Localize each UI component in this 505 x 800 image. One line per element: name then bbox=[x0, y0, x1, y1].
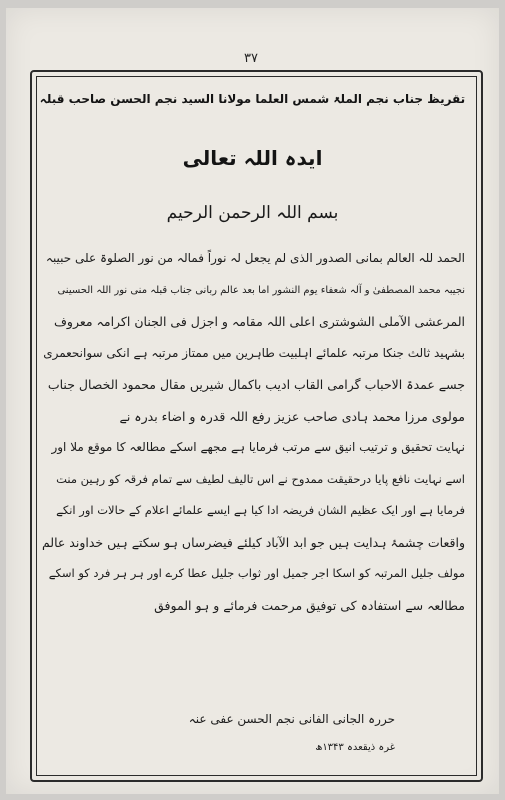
signature: حررہ الجانی الفانی نجم الحسن عفی عنہ bbox=[188, 712, 395, 726]
body-line: الحمد للہ العالم بمانی الصدور الذی لم یجعل لہ نوراً فمالہ من نور الصلوۃ علی حبیبہ bbox=[45, 251, 465, 265]
page-title: تقریظ جناب نجم الملۃ شمس العلما مولانا السید نجم الحسن صاحب قبلہ bbox=[39, 92, 466, 106]
body-line: المرعشی الآملی الشوشتری اعلی اللہ مقامہ و اجزل فی الجنان اکرامہ معروف bbox=[53, 314, 465, 329]
body-line: مولف جلیل المرتبہ کو اسکا اجر جمیل اور ثواب جلیل عطا کرے اور ہر ہر فرد کو اسکے bbox=[48, 566, 465, 580]
body-line: نجیبہ محمد المصطفیٰ و آلہ شعفاء یوم النشور اما بعد عالم ربانی جناب قبلہ منی نور اللہ الحسینی bbox=[57, 284, 465, 296]
body-line: واقعات چشمۂ ہدایت ہیں جو ابد الآباد کیلئے فیضرساں ہو سکتے ہیں خداوند عالم bbox=[41, 534, 465, 550]
body-line: نہایت تحقیق و ترتیب انیق سے مرتب فرمایا ہے مجھے اسکے مطالعہ کا موقع ملا اور bbox=[51, 440, 465, 454]
page-number: ۳۷ bbox=[226, 48, 276, 70]
body-line: مطالعہ سے استفادہ کی توفیق مرحمت فرمائے و ہو الموفق bbox=[154, 597, 465, 613]
body-text bbox=[40, 243, 465, 621]
signature-date: غرہ ذیقعدہ ۱۳۴۳ھ bbox=[315, 742, 395, 753]
page-subtitle: ایدہ اللہ تعالی bbox=[182, 146, 323, 170]
body-line: اسے نہایت نافع پایا درحقیقت ممدوح نے اس تالیف لطیف سے تمام فرقہ کو رہین منت bbox=[56, 471, 465, 486]
body-line: بشہید ثالث جنکا مرتبہ علمائے اہلبیت طاہرین میں ممتاز مرتبہ ہے انکی سوانحعمری bbox=[43, 345, 465, 360]
body-line: فرمایا ہے اور ایک عظیم الشان فریضہ ادا کیا ہے ایسے علمائے اعلام کے حالات اور انکے bbox=[56, 503, 465, 517]
basmala-heading: بسم اللہ الرحمن الرحیم bbox=[166, 203, 339, 223]
body-line: مولوی مرزا محمد ہادی صاحب عزیز رفع اللہ قدرہ و اضاء بدرہ نے bbox=[119, 408, 465, 424]
body-line: جسے عمدۃ الاحباب گرامی القاب ادیب باکمال شیریں مقال محمود الخصال جناب bbox=[47, 377, 465, 392]
